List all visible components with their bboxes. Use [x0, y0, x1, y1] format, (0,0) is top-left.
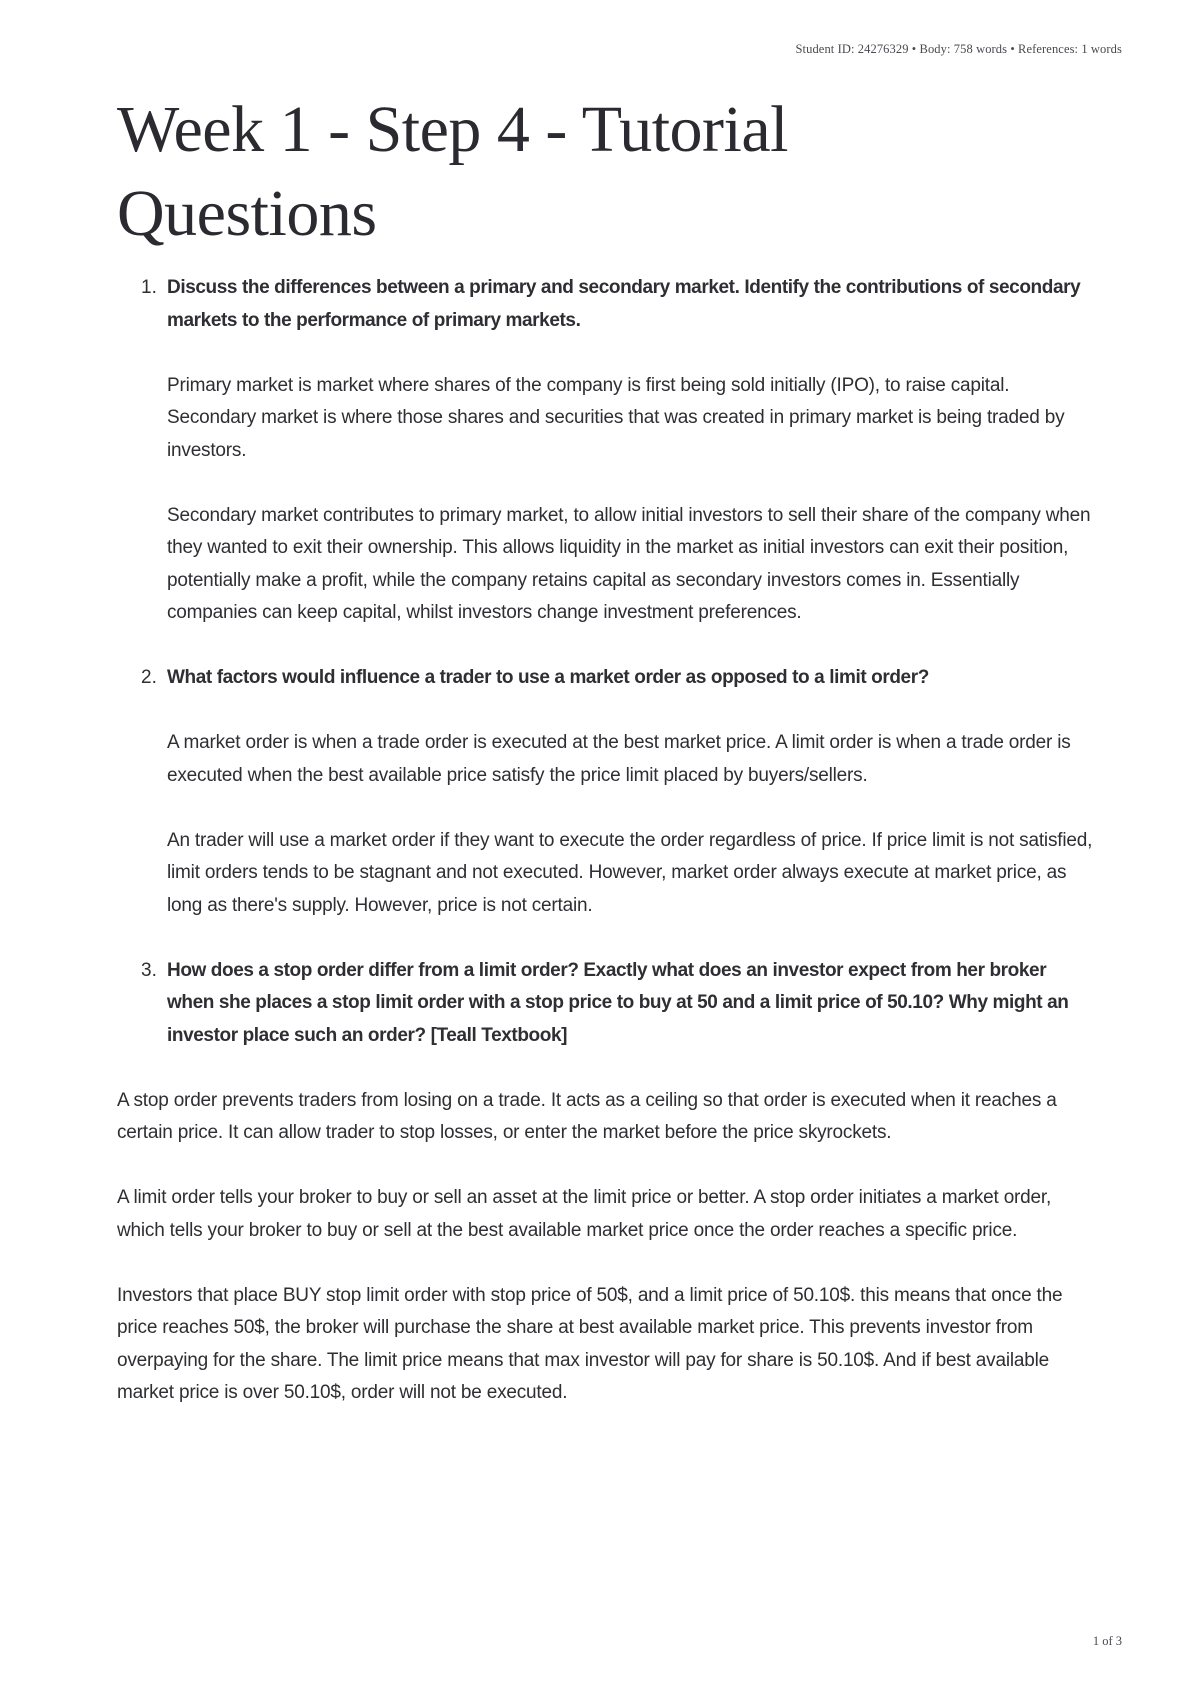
- question-item-3: [117, 955, 1097, 1053]
- document-meta-header: Student ID: 24276329 • Body: 758 words • References: 1 words: [795, 42, 1122, 56]
- question-text: Discuss the differences between a primary and secondary market. Identify the contributions of secondary markets to the performance of primary markets.: [167, 277, 1081, 331]
- question-number: 2.: [141, 667, 157, 688]
- question-number: 3.: [141, 959, 157, 981]
- question-number: 1.: [141, 277, 157, 298]
- question-text: What factors would influence a trader to use a market order as opposed to a limit order?: [167, 667, 929, 688]
- question-text: How does a stop order differ from a limit order? Exactly what does an investor expect from her broker when she places a stop limit order with a stop price to buy at 50 and a limit price of 50.10? Why might an investor place such an order? [Teall Textbook]: [167, 959, 1069, 1046]
- answer-paragraph: Primary market is market where shares of the company is first being sold initially (IPO), to raise capital. Secondary market is where those shares and securities that was created in primary market is being traded by investors.: [167, 374, 1065, 461]
- page-number: 1 of 3: [1092, 1634, 1122, 1648]
- page-title: Week 1 - Step 4 - Tutorial Questions: [117, 93, 788, 250]
- question-list: [117, 272, 1097, 1052]
- answer-paragraph: A market order is when a trade order is executed at the best market price. A limit order is when a trade order is executed when the best available price satisfy the price limit placed by buyers/sellers.: [167, 732, 1071, 786]
- question-item-1: [117, 272, 1097, 630]
- answer-paragraph: A stop order prevents traders from losing on a trade. It acts as a ceiling so that order is executed when it reaches a certain price. It can allow trader to stop losses, or enter the market before the price skyrockets.: [117, 1089, 1057, 1143]
- answer-paragraph: Investors that place BUY stop limit order with stop price of 50$, and a limit price of 50.10$. this means that once the price reaches 50$, the broker will purchase the share at best available market price. This prevents investor from overpaying for the share. The limit price means that max investor will pay for share is 50.10$. And if best available market price is over 50.10$, order will not be executed.: [117, 1284, 1063, 1403]
- question-item-2: [117, 662, 1097, 922]
- document-body: [117, 272, 1097, 1410]
- answer-paragraph: An trader will use a market order if they want to execute the order regardless of price. If price limit is not satisfied, limit orders tends to be stagnant and not executed. However, market order always execute at market price, as long as there's supply. However, price is not certain.: [167, 829, 1093, 916]
- answer-paragraph: A limit order tells your broker to buy or sell an asset at the limit price or better. A stop order initiates a market order, which tells your broker to buy or sell at the best available market price once the order reaches a specific price.: [117, 1187, 1052, 1241]
- answer-paragraph: Secondary market contributes to primary market, to allow initial investors to sell their share of the company when they wanted to exit their ownership. This allows liquidity in the market as initial investors can exit their position, potentially make a profit, while the company retains capital as secondary investors comes in. Essentially companies can keep capital, whilst investors change investment preferences.: [167, 504, 1091, 623]
